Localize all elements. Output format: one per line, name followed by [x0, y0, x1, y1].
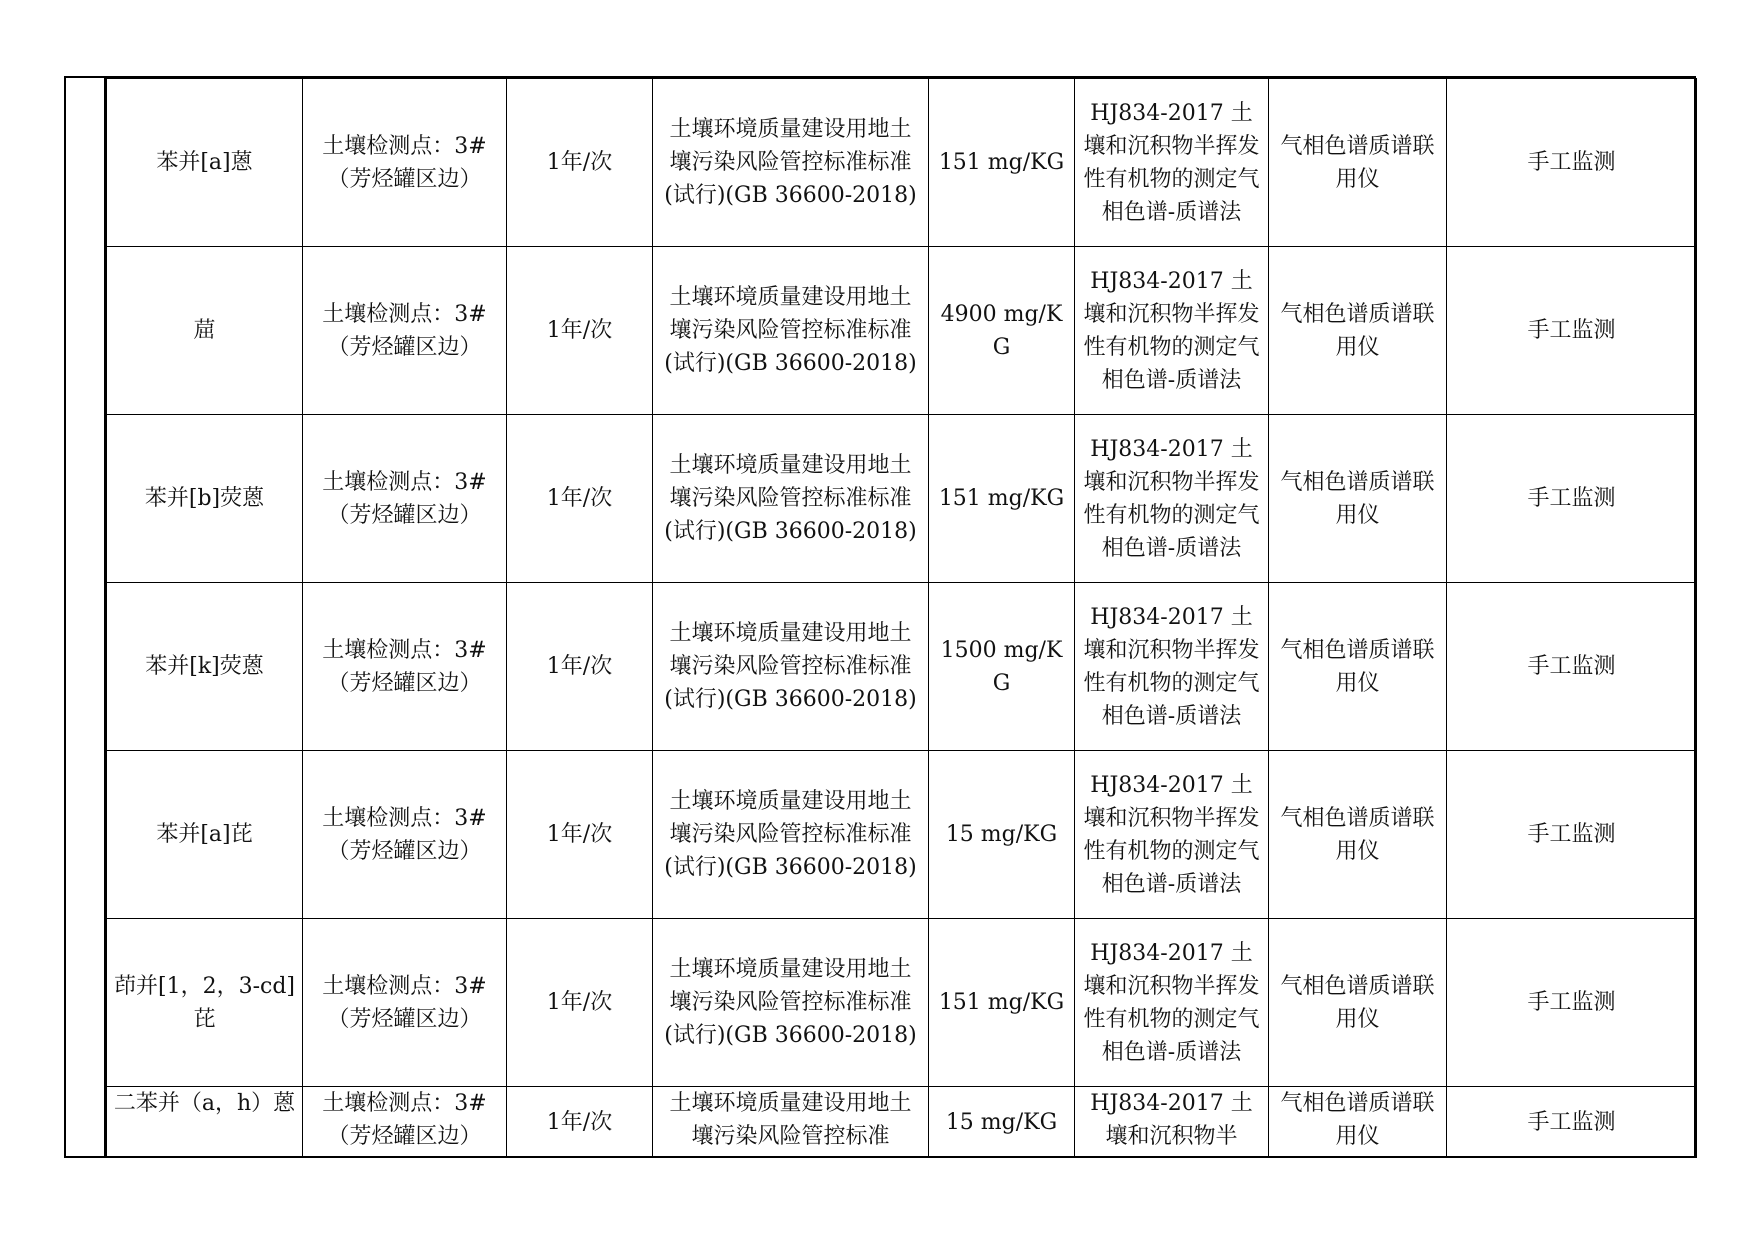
monitoring-point-cell: 土壤检测点：3#（芳烃罐区边）	[303, 919, 507, 1087]
monitoring-point-cell: 土壤检测点：3#（芳烃罐区边）	[303, 1087, 507, 1158]
limit-cell: 15 mg/KG	[929, 751, 1075, 919]
mode-cell: 手工监测	[1447, 583, 1697, 751]
monitoring-point-cell: 土壤检测点：3#（芳烃罐区边）	[303, 583, 507, 751]
instrument-cell: 气相色谱质谱联用仪	[1269, 415, 1447, 583]
mode-cell: 手工监测	[1447, 751, 1697, 919]
pollutant-cell: 苯并[b]荧蒽	[107, 415, 303, 583]
standard-cell: 土壤环境质量建设用地土壤污染风险管控标准	[653, 1087, 929, 1158]
table-row	[107, 247, 1697, 415]
standard-cell: 土壤环境质量建设用地土壤污染风险管控标准标准(试行)(GB 36600-2018)	[653, 919, 929, 1087]
monitoring-point-cell: 土壤检测点：3#（芳烃罐区边）	[303, 415, 507, 583]
mode-cell: 手工监测	[1447, 415, 1697, 583]
frequency-cell: 1年/次	[507, 583, 653, 751]
frequency-cell: 1年/次	[507, 415, 653, 583]
instrument-cell: 气相色谱质谱联用仪	[1269, 247, 1447, 415]
method-cell: HJ834-2017 土壤和沉积物半挥发性有机物的测定气相色谱-质谱法	[1075, 415, 1269, 583]
standard-cell: 土壤环境质量建设用地土壤污染风险管控标准标准(试行)(GB 36600-2018)	[653, 415, 929, 583]
frequency-cell: 1年/次	[507, 751, 653, 919]
monitoring-point-cell: 土壤检测点：3#（芳烃罐区边）	[303, 751, 507, 919]
pollutant-cell: 苯并[a]蒽	[107, 79, 303, 247]
standard-cell: 土壤环境质量建设用地土壤污染风险管控标准标准(试行)(GB 36600-2018)	[653, 751, 929, 919]
frequency-cell: 1年/次	[507, 919, 653, 1087]
limit-cell: 1500 mg/KG	[929, 583, 1075, 751]
pollutant-cell: 苯并[k]荧蒽	[107, 583, 303, 751]
table-row	[107, 751, 1697, 919]
mode-cell: 手工监测	[1447, 247, 1697, 415]
standard-cell: 土壤环境质量建设用地土壤污染风险管控标准标准(试行)(GB 36600-2018)	[653, 247, 929, 415]
pollutant-cell: 苯并[a]芘	[107, 751, 303, 919]
table-row	[107, 919, 1697, 1087]
limit-cell: 15 mg/KG	[929, 1087, 1075, 1158]
instrument-cell: 气相色谱质谱联用仪	[1269, 751, 1447, 919]
method-cell: HJ834-2017 土壤和沉积物半挥发性有机物的测定气相色谱-质谱法	[1075, 583, 1269, 751]
instrument-cell: 气相色谱质谱联用仪	[1269, 79, 1447, 247]
table-row	[107, 79, 1697, 247]
limit-cell: 151 mg/KG	[929, 79, 1075, 247]
frequency-cell: 1年/次	[507, 247, 653, 415]
mode-cell: 手工监测	[1447, 919, 1697, 1087]
instrument-cell: 气相色谱质谱联用仪	[1269, 1087, 1447, 1158]
method-cell: HJ834-2017 土壤和沉积物半挥发性有机物的测定气相色谱-质谱法	[1075, 751, 1269, 919]
pollutant-cell: 二苯并（a，h）蒽	[107, 1087, 303, 1158]
monitoring-point-cell: 土壤检测点：3#（芳烃罐区边）	[303, 79, 507, 247]
standard-cell: 土壤环境质量建设用地土壤污染风险管控标准标准(试行)(GB 36600-2018)	[653, 583, 929, 751]
pollutant-cell: 茚并[1，2，3-cd]芘	[107, 919, 303, 1087]
table-row	[107, 583, 1697, 751]
table-row	[107, 415, 1697, 583]
mode-cell: 手工监测	[1447, 1087, 1697, 1158]
standard-cell: 土壤环境质量建设用地土壤污染风险管控标准标准(试行)(GB 36600-2018)	[653, 79, 929, 247]
method-cell: HJ834-2017 土壤和沉积物半挥发性有机物的测定气相色谱-质谱法	[1075, 919, 1269, 1087]
frequency-cell: 1年/次	[507, 1087, 653, 1158]
method-cell: HJ834-2017 土壤和沉积物半	[1075, 1087, 1269, 1158]
monitoring-point-cell: 土壤检测点：3#（芳烃罐区边）	[303, 247, 507, 415]
instrument-cell: 气相色谱质谱联用仪	[1269, 583, 1447, 751]
limit-cell: 151 mg/KG	[929, 919, 1075, 1087]
table-row	[107, 1087, 1697, 1158]
soil-monitoring-table	[106, 78, 1697, 1158]
monitoring-table-page	[64, 76, 1696, 1158]
instrument-cell: 气相色谱质谱联用仪	[1269, 919, 1447, 1087]
mode-cell: 手工监测	[1447, 79, 1697, 247]
method-cell: HJ834-2017 土壤和沉积物半挥发性有机物的测定气相色谱-质谱法	[1075, 79, 1269, 247]
pollutant-cell: 䓛	[107, 247, 303, 415]
limit-cell: 151 mg/KG	[929, 415, 1075, 583]
method-cell: HJ834-2017 土壤和沉积物半挥发性有机物的测定气相色谱-质谱法	[1075, 247, 1269, 415]
merged-category-column	[66, 78, 106, 1156]
limit-cell: 4900 mg/KG	[929, 247, 1075, 415]
frequency-cell: 1年/次	[507, 79, 653, 247]
